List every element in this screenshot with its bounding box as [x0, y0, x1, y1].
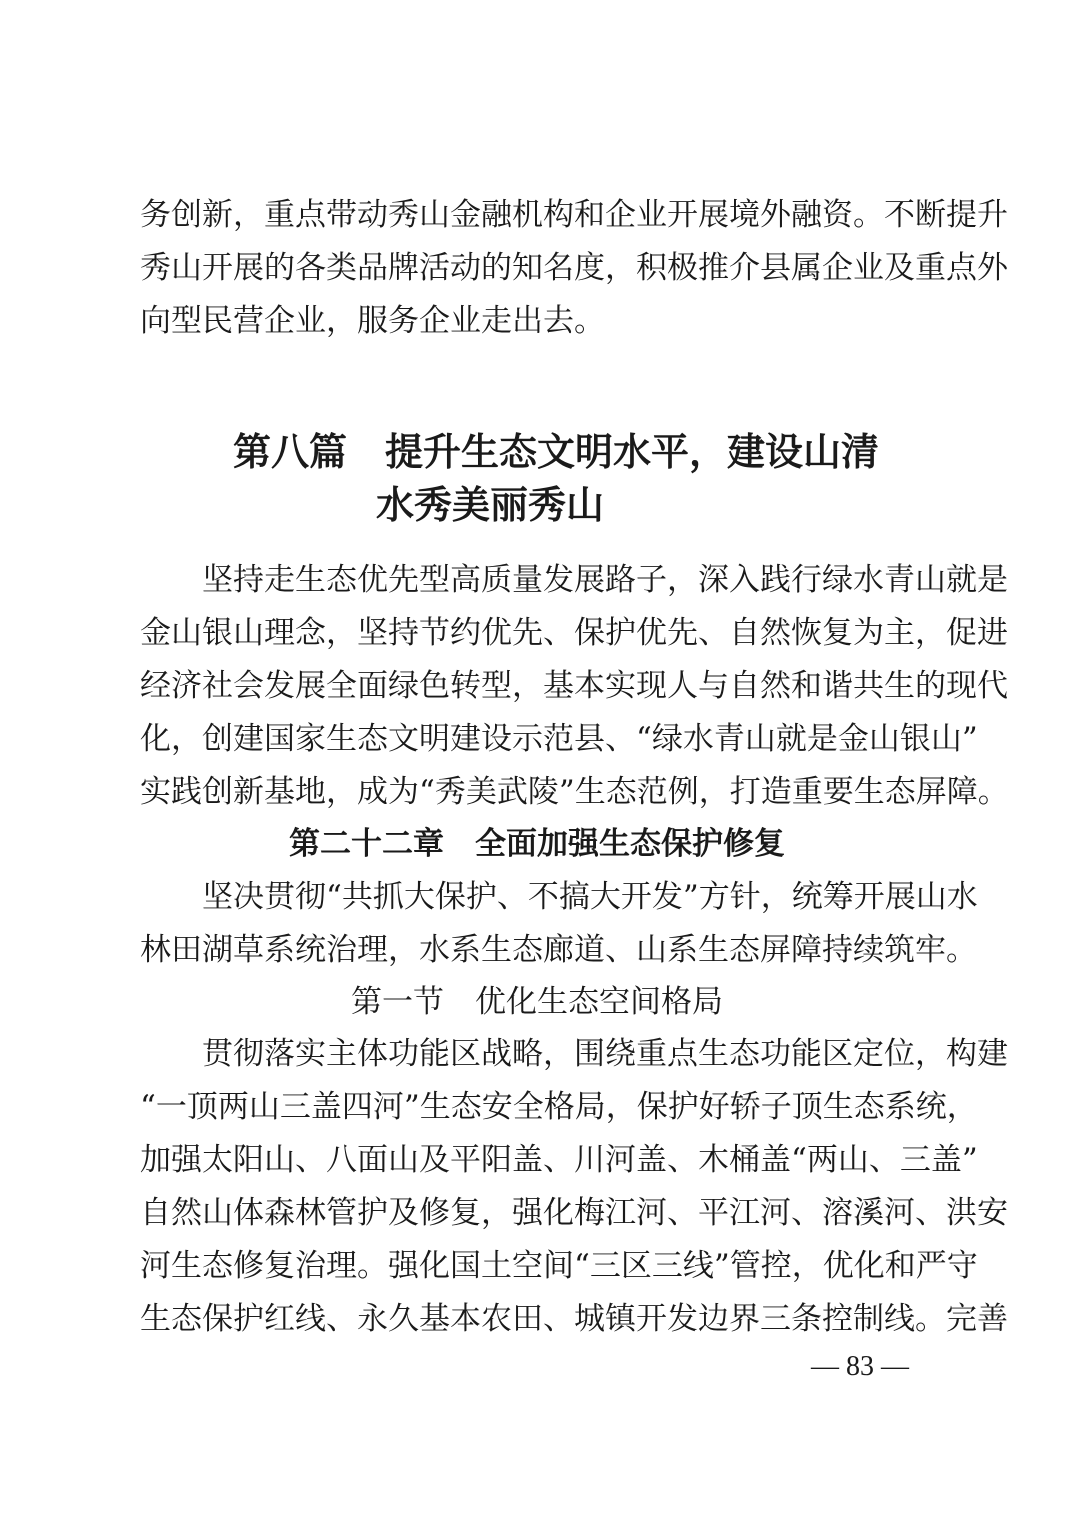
section-paragraph-line-6: 生态保护红线、永久基本农田、城镇开发边界三条控制线。完善 [140, 1301, 1008, 1337]
intro-line-1: 务创新，重点带动秀山金融机构和企业开展境外融资。不断提升 [140, 197, 1008, 233]
section-paragraph-line-3: 加强太阳山、八面山及平阳盖、川河盖、木桶盖“两山、三盖” [140, 1142, 978, 1178]
part-title-line-1: 第八篇 提升生态文明水平，建设山清 [233, 430, 880, 474]
part-paragraph-line-5: 实践创新基地，成为“秀美武陵”生态范例，打造重要生态屏障。 [140, 774, 1009, 810]
section-paragraph-line-2: “一顶两山三盖四河”生态安全格局，保护好轿子顶生态系统， [140, 1089, 978, 1125]
chapter-paragraph-line-1: 坚决贯彻“共抓大保护、不搞大开发”方针，统筹开展山水 [202, 879, 978, 915]
section-paragraph-line-1: 贯彻落实主体功能区战略，围绕重点生态功能区定位，构建 [202, 1036, 1008, 1072]
section-paragraph-line-5: 河生态修复治理。强化国土空间“三区三线”管控，优化和严守 [140, 1248, 978, 1284]
part-paragraph-line-4: 化，创建国家生态文明建设示范县、“绿水青山就是金山银山” [140, 721, 978, 757]
part-paragraph-line-2: 金山银山理念，坚持节约优先、保护优先、自然恢复为主，促进 [140, 615, 1008, 651]
chapter-title: 第二十二章 全面加强生态保护修复 [289, 826, 785, 862]
part-paragraph-line-1: 坚持走生态优先型高质量发展路子，深入践行绿水青山就是 [202, 562, 1008, 598]
part-paragraph-line-3: 经济社会发展全面绿色转型，基本实现人与自然和谐共生的现代 [140, 668, 1008, 704]
section-title: 第一节 优化生态空间格局 [351, 984, 723, 1020]
page-number: — 83 — [811, 1351, 909, 1382]
intro-line-2: 秀山开展的各类品牌活动的知名度，积极推介县属企业及重点外 [140, 250, 1008, 286]
intro-line-3: 向型民营企业，服务企业走出去。 [140, 303, 605, 339]
part-title-line-2: 水秀美丽秀山 [376, 483, 605, 527]
section-paragraph-line-4: 自然山体森林管护及修复，强化梅江河、平江河、溶溪河、洪安 [140, 1195, 1008, 1231]
chapter-paragraph-line-2: 林田湖草系统治理，水系生态廊道、山系生态屏障持续筑牢。 [140, 932, 977, 968]
